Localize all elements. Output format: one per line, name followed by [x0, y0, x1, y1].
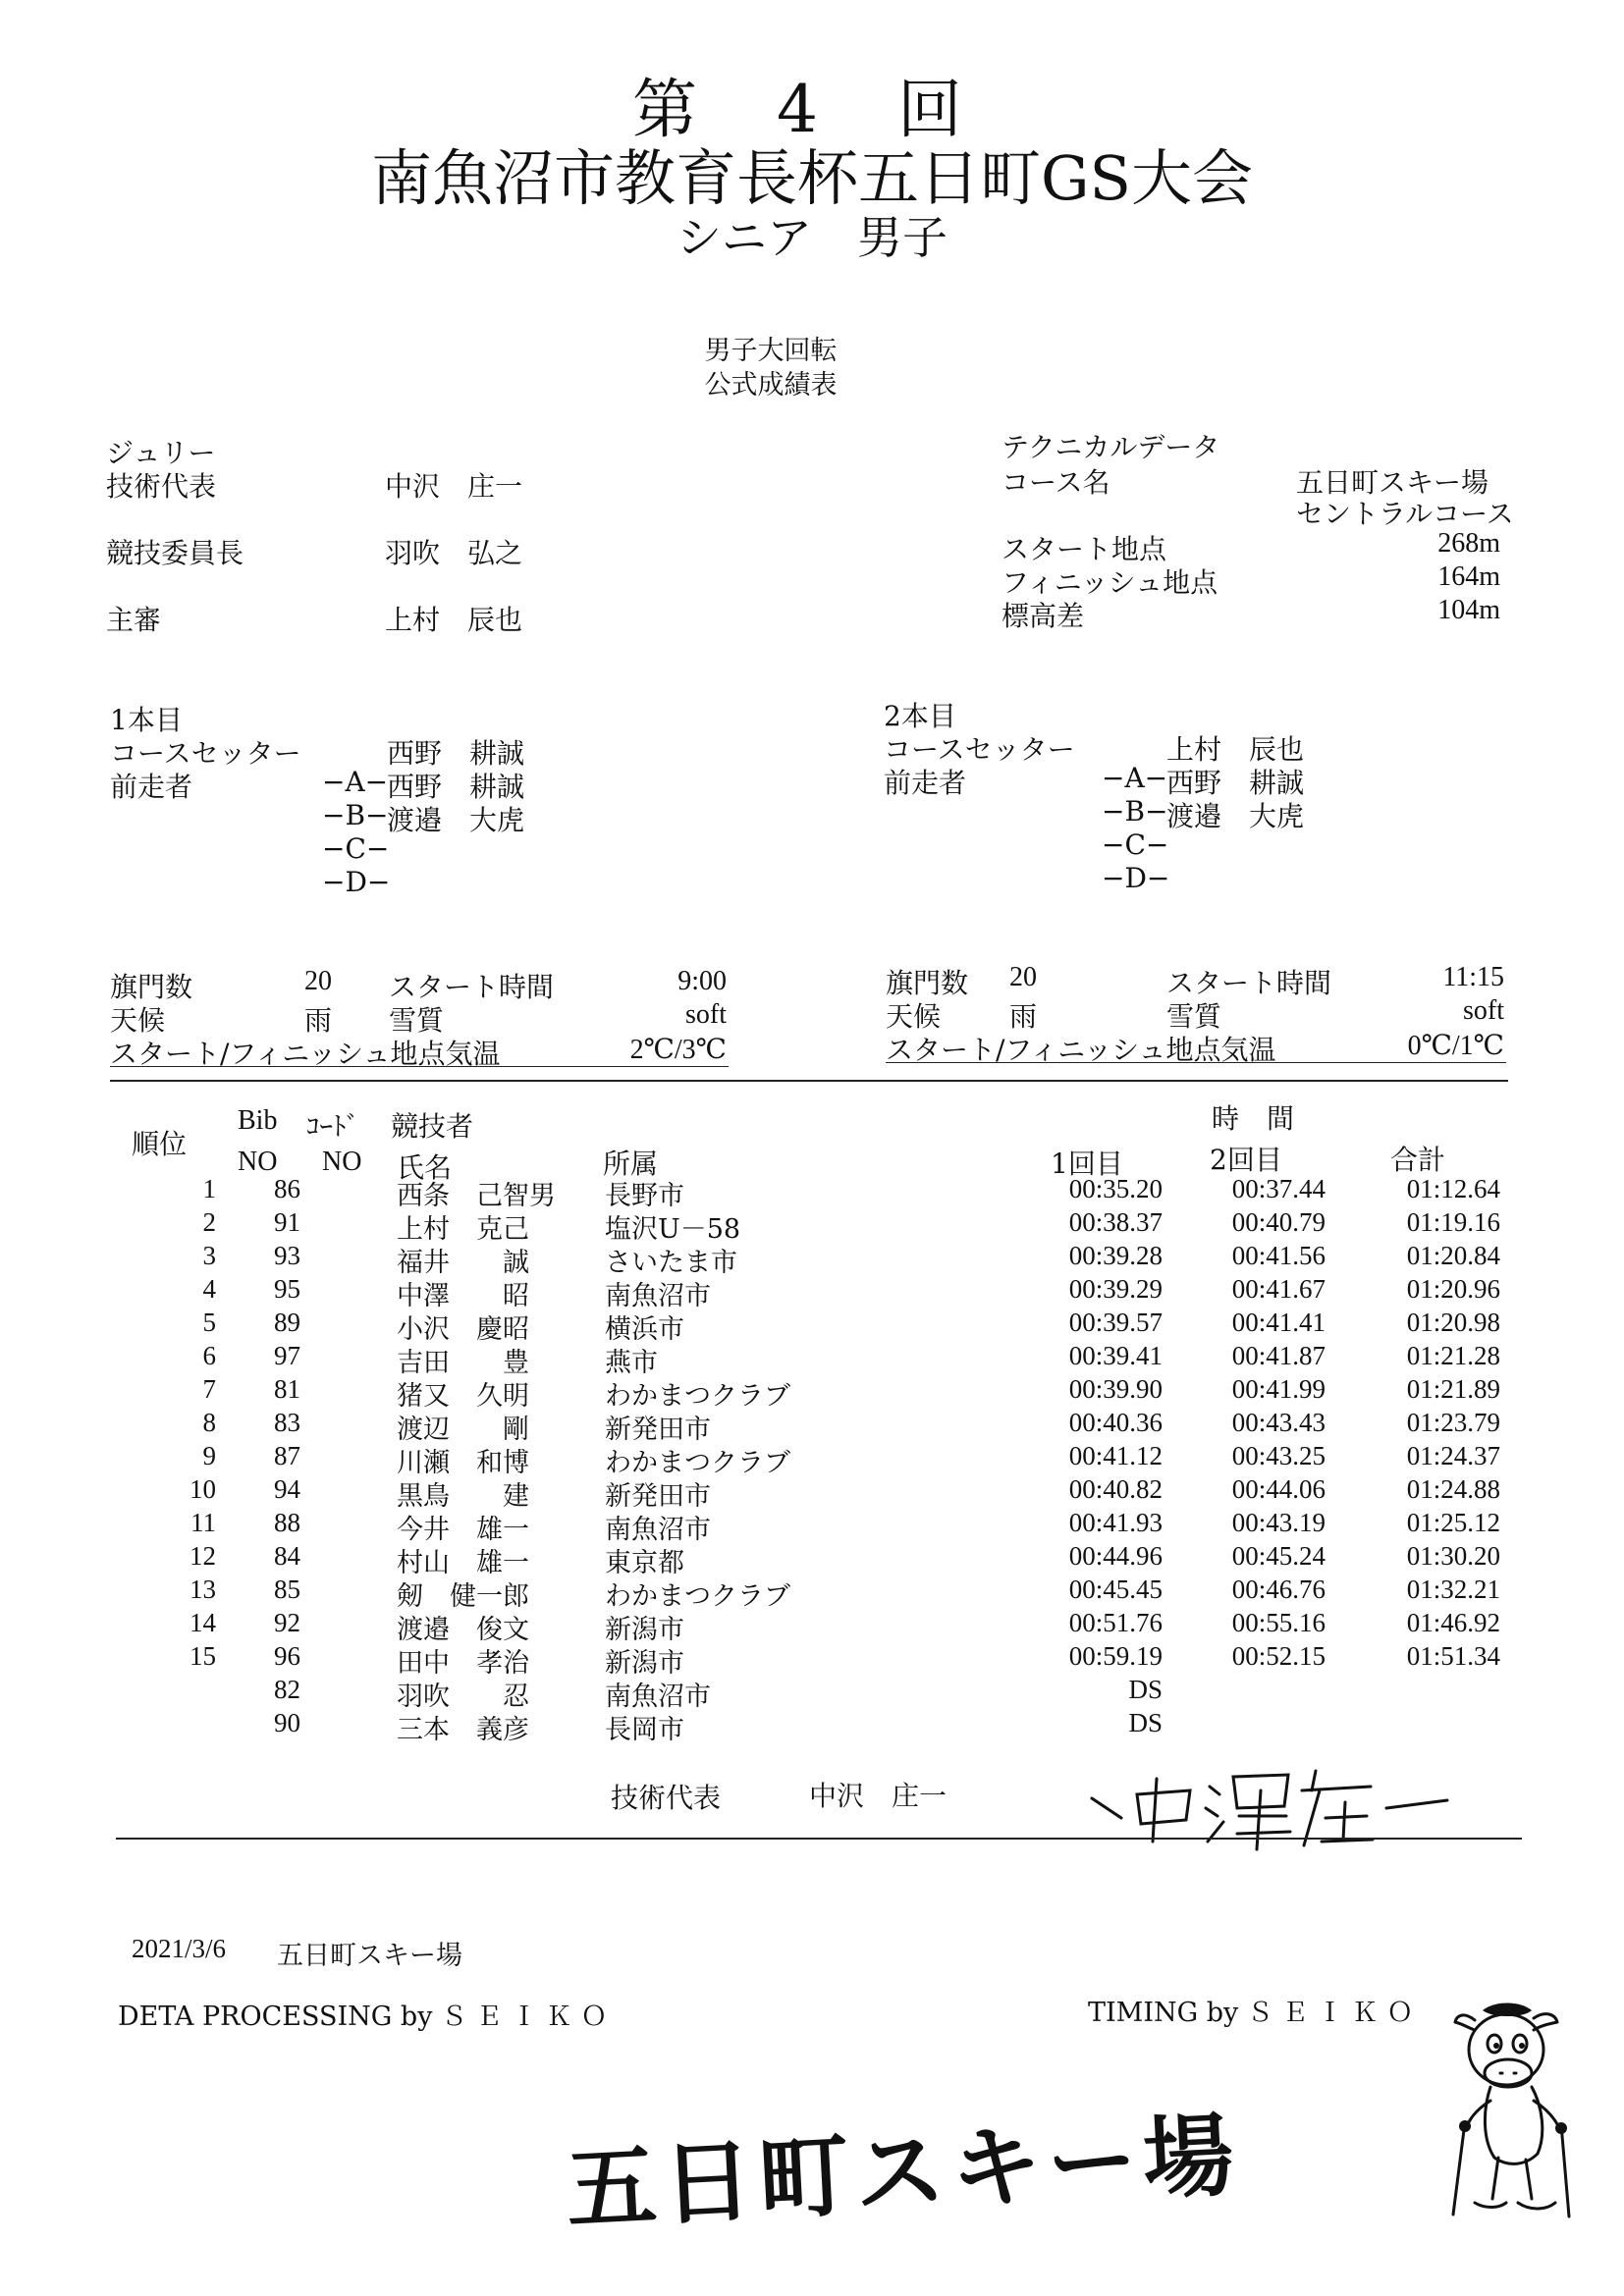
cell-total: 01:20.96 [1406, 1274, 1500, 1304]
run1-gates-label: 旗門数 [110, 971, 193, 1003]
cell-bib: 86 [274, 1174, 300, 1203]
run2-weather-label: 天候 [886, 1000, 942, 1033]
run2-temperature-value: 0℃/1℃ [1407, 1031, 1504, 1061]
run2-setter-label: コースセッター [884, 733, 1075, 766]
run1-setter-name: 西野 耕誠 [387, 737, 525, 770]
header-bib: Bib [238, 1105, 278, 1136]
run2-temperature-label: スタート/フィニッシュ地点気温 [886, 1034, 1276, 1066]
cell-total: 01:12.64 [1406, 1174, 1500, 1203]
title-category: シニア 男子 [677, 211, 947, 264]
cell-name: 川瀬 和博 [397, 1448, 529, 1478]
cell-bib: 94 [274, 1474, 300, 1504]
cell-run1: DS [1128, 1708, 1163, 1737]
document-type: 公式成績表 [704, 370, 838, 400]
jury-heading: ジュリー [106, 437, 216, 469]
run2-gates-label: 旗門数 [886, 967, 969, 999]
cell-run2: 00:43.19 [1231, 1508, 1326, 1537]
cell-name: 小沢 慶昭 [397, 1314, 529, 1345]
run2-forerunner-name-b: 渡邉 大虎 [1166, 800, 1305, 832]
jury-name-technical-delegate: 中沢 庄一 [385, 470, 523, 503]
header-name: 氏名 [397, 1151, 453, 1184]
run1-forerunner-name-b: 渡邉 大虎 [387, 804, 525, 836]
run2-start-time-value: 11:15 [1442, 962, 1504, 992]
cell-run1: 00:41.12 [1068, 1441, 1163, 1470]
run2-conditions-underline [886, 1062, 1506, 1063]
cell-run1: 00:45.45 [1068, 1575, 1163, 1604]
cell-name: 中澤 昭 [397, 1281, 529, 1311]
title-competition: 南魚沼市教育長杯五日町GS大会 [370, 142, 1253, 214]
header-code: ｺｰﾄﾞ [306, 1112, 359, 1143]
cell-run1: 00:35.20 [1068, 1174, 1163, 1203]
cell-run1: 00:40.36 [1068, 1408, 1163, 1437]
cell-total: 01:46.92 [1406, 1608, 1500, 1637]
cell-run1: 00:39.28 [1068, 1241, 1163, 1270]
signature-label: 技術代表 [611, 1782, 722, 1814]
course-name-value-1: 五日町スキー場 [1296, 466, 1489, 499]
run2-snow-label: 雪質 [1166, 1000, 1222, 1033]
cell-rank: 4 [202, 1274, 216, 1304]
cell-run2: 00:37.44 [1231, 1174, 1326, 1203]
header-rank: 順位 [132, 1128, 188, 1160]
vertical-drop-value: 104m [1437, 595, 1500, 625]
cell-run1: 00:39.29 [1068, 1274, 1163, 1304]
header-bib-no: NO [238, 1147, 278, 1177]
run2-forerunner-slot-b: −B− [1102, 795, 1168, 828]
cell-run2: 00:45.24 [1231, 1541, 1326, 1571]
cell-run1: 00:40.82 [1068, 1474, 1163, 1504]
run1-start-time-value: 9:00 [677, 966, 727, 996]
cell-rank: 7 [202, 1374, 216, 1404]
event-name: 男子大回転 [704, 336, 838, 366]
cell-total: 01:24.88 [1406, 1474, 1500, 1504]
run1-conditions-underline [110, 1066, 729, 1067]
cell-name: 剱 健一郎 [397, 1581, 529, 1612]
cell-name: 三本 義彦 [397, 1715, 529, 1745]
ski-resort-logo: 五日町スキー場 [564, 2103, 1242, 2243]
header-code-no: NO [322, 1147, 362, 1177]
run1-weather-label: 天候 [110, 1004, 166, 1037]
cell-name: 羽吹 忍 [397, 1682, 529, 1712]
cell-run1: DS [1128, 1675, 1163, 1704]
cell-run1: 00:41.93 [1068, 1508, 1163, 1537]
header-run1: 1回目 [1051, 1148, 1123, 1180]
cell-club: 新発田市 [605, 1481, 711, 1512]
cell-run1: 00:38.37 [1068, 1207, 1163, 1237]
cell-name: 田中 孝治 [397, 1648, 529, 1679]
run2-gates-value: 20 [1009, 962, 1037, 992]
run1-temperature-label: スタート/フィニッシュ地点気温 [110, 1038, 501, 1070]
cell-club: 塩沢U－58 [605, 1214, 741, 1245]
cell-rank: 3 [202, 1241, 216, 1270]
results-top-rule [110, 1080, 1508, 1082]
header-run2: 2回目 [1210, 1144, 1282, 1176]
cell-club: 新潟市 [605, 1648, 684, 1679]
cell-run2: 00:41.67 [1231, 1274, 1326, 1304]
cell-run2: 00:43.43 [1231, 1408, 1326, 1437]
cell-bib: 92 [274, 1608, 300, 1637]
signature-printed-name: 中沢 庄一 [809, 1780, 947, 1812]
cell-name: 福井 誠 [397, 1248, 529, 1278]
cell-club: わかまつクラブ [605, 1448, 790, 1478]
cell-rank: 6 [202, 1341, 216, 1370]
cell-total: 01:20.84 [1406, 1241, 1500, 1270]
cell-club: 新潟市 [605, 1615, 684, 1645]
cell-run1: 00:59.19 [1068, 1641, 1163, 1671]
cell-bib: 93 [274, 1241, 300, 1270]
cell-bib: 97 [274, 1341, 300, 1370]
run1-forerunner-name-a: 西野 耕誠 [387, 771, 525, 803]
cell-rank: 15 [189, 1641, 216, 1671]
footer-venue: 五日町スキー場 [277, 1941, 462, 1971]
cell-name: 渡辺 剛 [397, 1415, 529, 1445]
cell-bib: 90 [274, 1708, 300, 1737]
run2-heading: 2本目 [884, 700, 956, 732]
start-altitude-label: スタート地点 [1001, 533, 1167, 565]
run2-forerunner-name-a: 西野 耕誠 [1166, 767, 1305, 799]
cell-bib: 96 [274, 1641, 300, 1671]
cell-run2: 00:40.79 [1231, 1207, 1326, 1237]
vertical-drop-label: 標高差 [1001, 600, 1085, 632]
cell-rank: 14 [189, 1608, 216, 1637]
course-name-value-2: セントラルコース [1296, 498, 1514, 530]
cell-run2: 00:41.99 [1231, 1374, 1326, 1404]
header-competitor: 競技者 [391, 1110, 474, 1143]
cell-name: 黒鳥 建 [397, 1481, 529, 1512]
cell-run2: 00:41.41 [1231, 1308, 1326, 1337]
cell-total: 01:25.12 [1406, 1508, 1500, 1537]
cell-total: 01:19.16 [1406, 1207, 1500, 1237]
start-altitude-value: 268m [1437, 528, 1500, 559]
cell-name: 吉田 豊 [397, 1348, 529, 1378]
cell-club: 南魚沼市 [605, 1682, 711, 1712]
run2-weather-value: 雨 [1009, 1000, 1038, 1033]
cell-bib: 91 [274, 1207, 300, 1237]
cell-rank: 9 [202, 1441, 216, 1470]
cell-bib: 87 [274, 1441, 300, 1470]
run1-snow-value: soft [685, 999, 727, 1030]
cell-name: 村山 雄一 [397, 1548, 529, 1578]
run2-forerunner-slot-a: −A− [1102, 762, 1168, 794]
cell-total: 01:32.21 [1406, 1575, 1500, 1604]
jury-role-referee: 主審 [106, 604, 162, 636]
cell-bib: 83 [274, 1408, 300, 1437]
cell-run1: 00:39.90 [1068, 1374, 1163, 1404]
title-edition: 第 4 回 [632, 72, 992, 147]
jury-name-referee: 上村 辰也 [385, 604, 523, 636]
cell-club: さいたま市 [605, 1248, 737, 1278]
run1-start-time-label: スタート時間 [389, 971, 555, 1003]
cell-club: わかまつクラブ [605, 1381, 790, 1412]
cell-bib: 88 [274, 1508, 300, 1537]
cell-bib: 84 [274, 1541, 300, 1571]
run1-forerunner-slot-a: −A− [322, 766, 389, 798]
cell-name: 渡邉 俊文 [397, 1615, 529, 1645]
cell-rank: 10 [189, 1474, 216, 1504]
cell-total: 01:21.89 [1406, 1374, 1500, 1404]
cell-rank: 1 [202, 1174, 216, 1203]
cell-total: 01:20.98 [1406, 1308, 1500, 1337]
jury-role-technical-delegate: 技術代表 [106, 470, 217, 503]
cell-club: 新発田市 [605, 1415, 711, 1445]
cell-bib: 95 [274, 1274, 300, 1304]
cell-run2: 00:55.16 [1231, 1608, 1326, 1637]
course-name-label: コース名 [1001, 466, 1110, 499]
footer-data-processing: DETA PROCESSING by Ｓ Ｅ Ｉ Ｋ Ｏ [118, 2002, 608, 2032]
cell-rank: 2 [202, 1207, 216, 1237]
cell-bib: 82 [274, 1675, 300, 1704]
footer-timing: TIMING by Ｓ Ｅ Ｉ Ｋ Ｏ [1088, 1998, 1414, 2028]
run2-snow-value: soft [1463, 995, 1504, 1026]
cell-rank: 13 [189, 1575, 216, 1604]
cell-club: 燕市 [605, 1348, 658, 1378]
cell-name: 西条 己智男 [397, 1181, 556, 1211]
cell-club: 長野市 [605, 1181, 684, 1211]
cell-total: 01:21.28 [1406, 1341, 1500, 1370]
cell-club: 南魚沼市 [605, 1515, 711, 1545]
signature-rule [116, 1838, 1522, 1840]
cell-club: わかまつクラブ [605, 1581, 790, 1612]
cell-club: 長岡市 [605, 1715, 684, 1745]
run1-snow-label: 雪質 [389, 1004, 445, 1037]
cow-mascot-icon [1435, 1993, 1583, 2228]
cell-rank: 11 [190, 1508, 216, 1537]
cell-rank: 8 [202, 1408, 216, 1437]
cell-club: 東京都 [605, 1548, 684, 1578]
cell-total: 01:24.37 [1406, 1441, 1500, 1470]
cell-run2: 00:41.56 [1231, 1241, 1326, 1270]
cell-name: 猪又 久明 [397, 1381, 529, 1412]
run1-forerunner-slot-c: −C− [322, 832, 390, 865]
cell-total: 01:51.34 [1406, 1641, 1500, 1671]
run1-gates-value: 20 [304, 966, 332, 996]
run1-forerunner-label: 前走者 [110, 771, 193, 803]
cell-rank: 5 [202, 1308, 216, 1337]
cell-bib: 81 [274, 1374, 300, 1404]
cell-run2: 00:41.87 [1231, 1341, 1326, 1370]
run1-forerunner-slot-b: −B− [322, 799, 389, 831]
run1-forerunner-slot-d: −D− [322, 866, 391, 898]
header-total: 合計 [1390, 1144, 1446, 1176]
cell-run1: 00:44.96 [1068, 1541, 1163, 1571]
cell-club: 横浜市 [605, 1314, 684, 1345]
finish-altitude-label: フィニッシュ地点 [1001, 566, 1218, 599]
cell-club: 南魚沼市 [605, 1281, 711, 1311]
jury-name-race-director: 羽吹 弘之 [385, 537, 523, 569]
run1-temperature-value: 2℃/3℃ [629, 1035, 727, 1065]
technical-heading: テクニカルデータ [1001, 431, 1220, 463]
cell-run2: 00:44.06 [1231, 1474, 1326, 1504]
cell-rank: 12 [189, 1541, 216, 1571]
run2-start-time-label: スタート時間 [1166, 967, 1332, 999]
cell-run2: 00:46.76 [1231, 1575, 1326, 1604]
run1-heading: 1本目 [110, 704, 183, 736]
finish-altitude-value: 164m [1437, 561, 1500, 592]
run2-forerunner-slot-d: −D− [1102, 862, 1170, 894]
jury-role-race-director: 競技委員長 [106, 537, 244, 569]
run1-setter-label: コースセッター [110, 737, 301, 770]
header-club: 所属 [603, 1148, 659, 1180]
header-time: 時 間 [1212, 1102, 1295, 1135]
cell-name: 上村 克己 [397, 1214, 529, 1245]
cell-run2: 00:52.15 [1231, 1641, 1326, 1671]
cell-total: 01:23.79 [1406, 1408, 1500, 1437]
cell-run1: 00:39.57 [1068, 1308, 1163, 1337]
run2-forerunner-slot-c: −C− [1102, 828, 1169, 861]
run2-setter-name: 上村 辰也 [1166, 733, 1305, 766]
cell-bib: 89 [274, 1308, 300, 1337]
cell-run1: 00:51.76 [1068, 1608, 1163, 1637]
cell-total: 01:30.20 [1406, 1541, 1500, 1571]
footer-date: 2021/3/6 [132, 1934, 227, 1963]
cell-name: 今井 雄一 [397, 1515, 529, 1545]
cell-run1: 00:39.41 [1068, 1341, 1163, 1370]
cell-bib: 85 [274, 1575, 300, 1604]
run2-forerunner-label: 前走者 [884, 767, 967, 799]
cell-run2: 00:43.25 [1231, 1441, 1326, 1470]
run1-weather-value: 雨 [304, 1004, 333, 1037]
